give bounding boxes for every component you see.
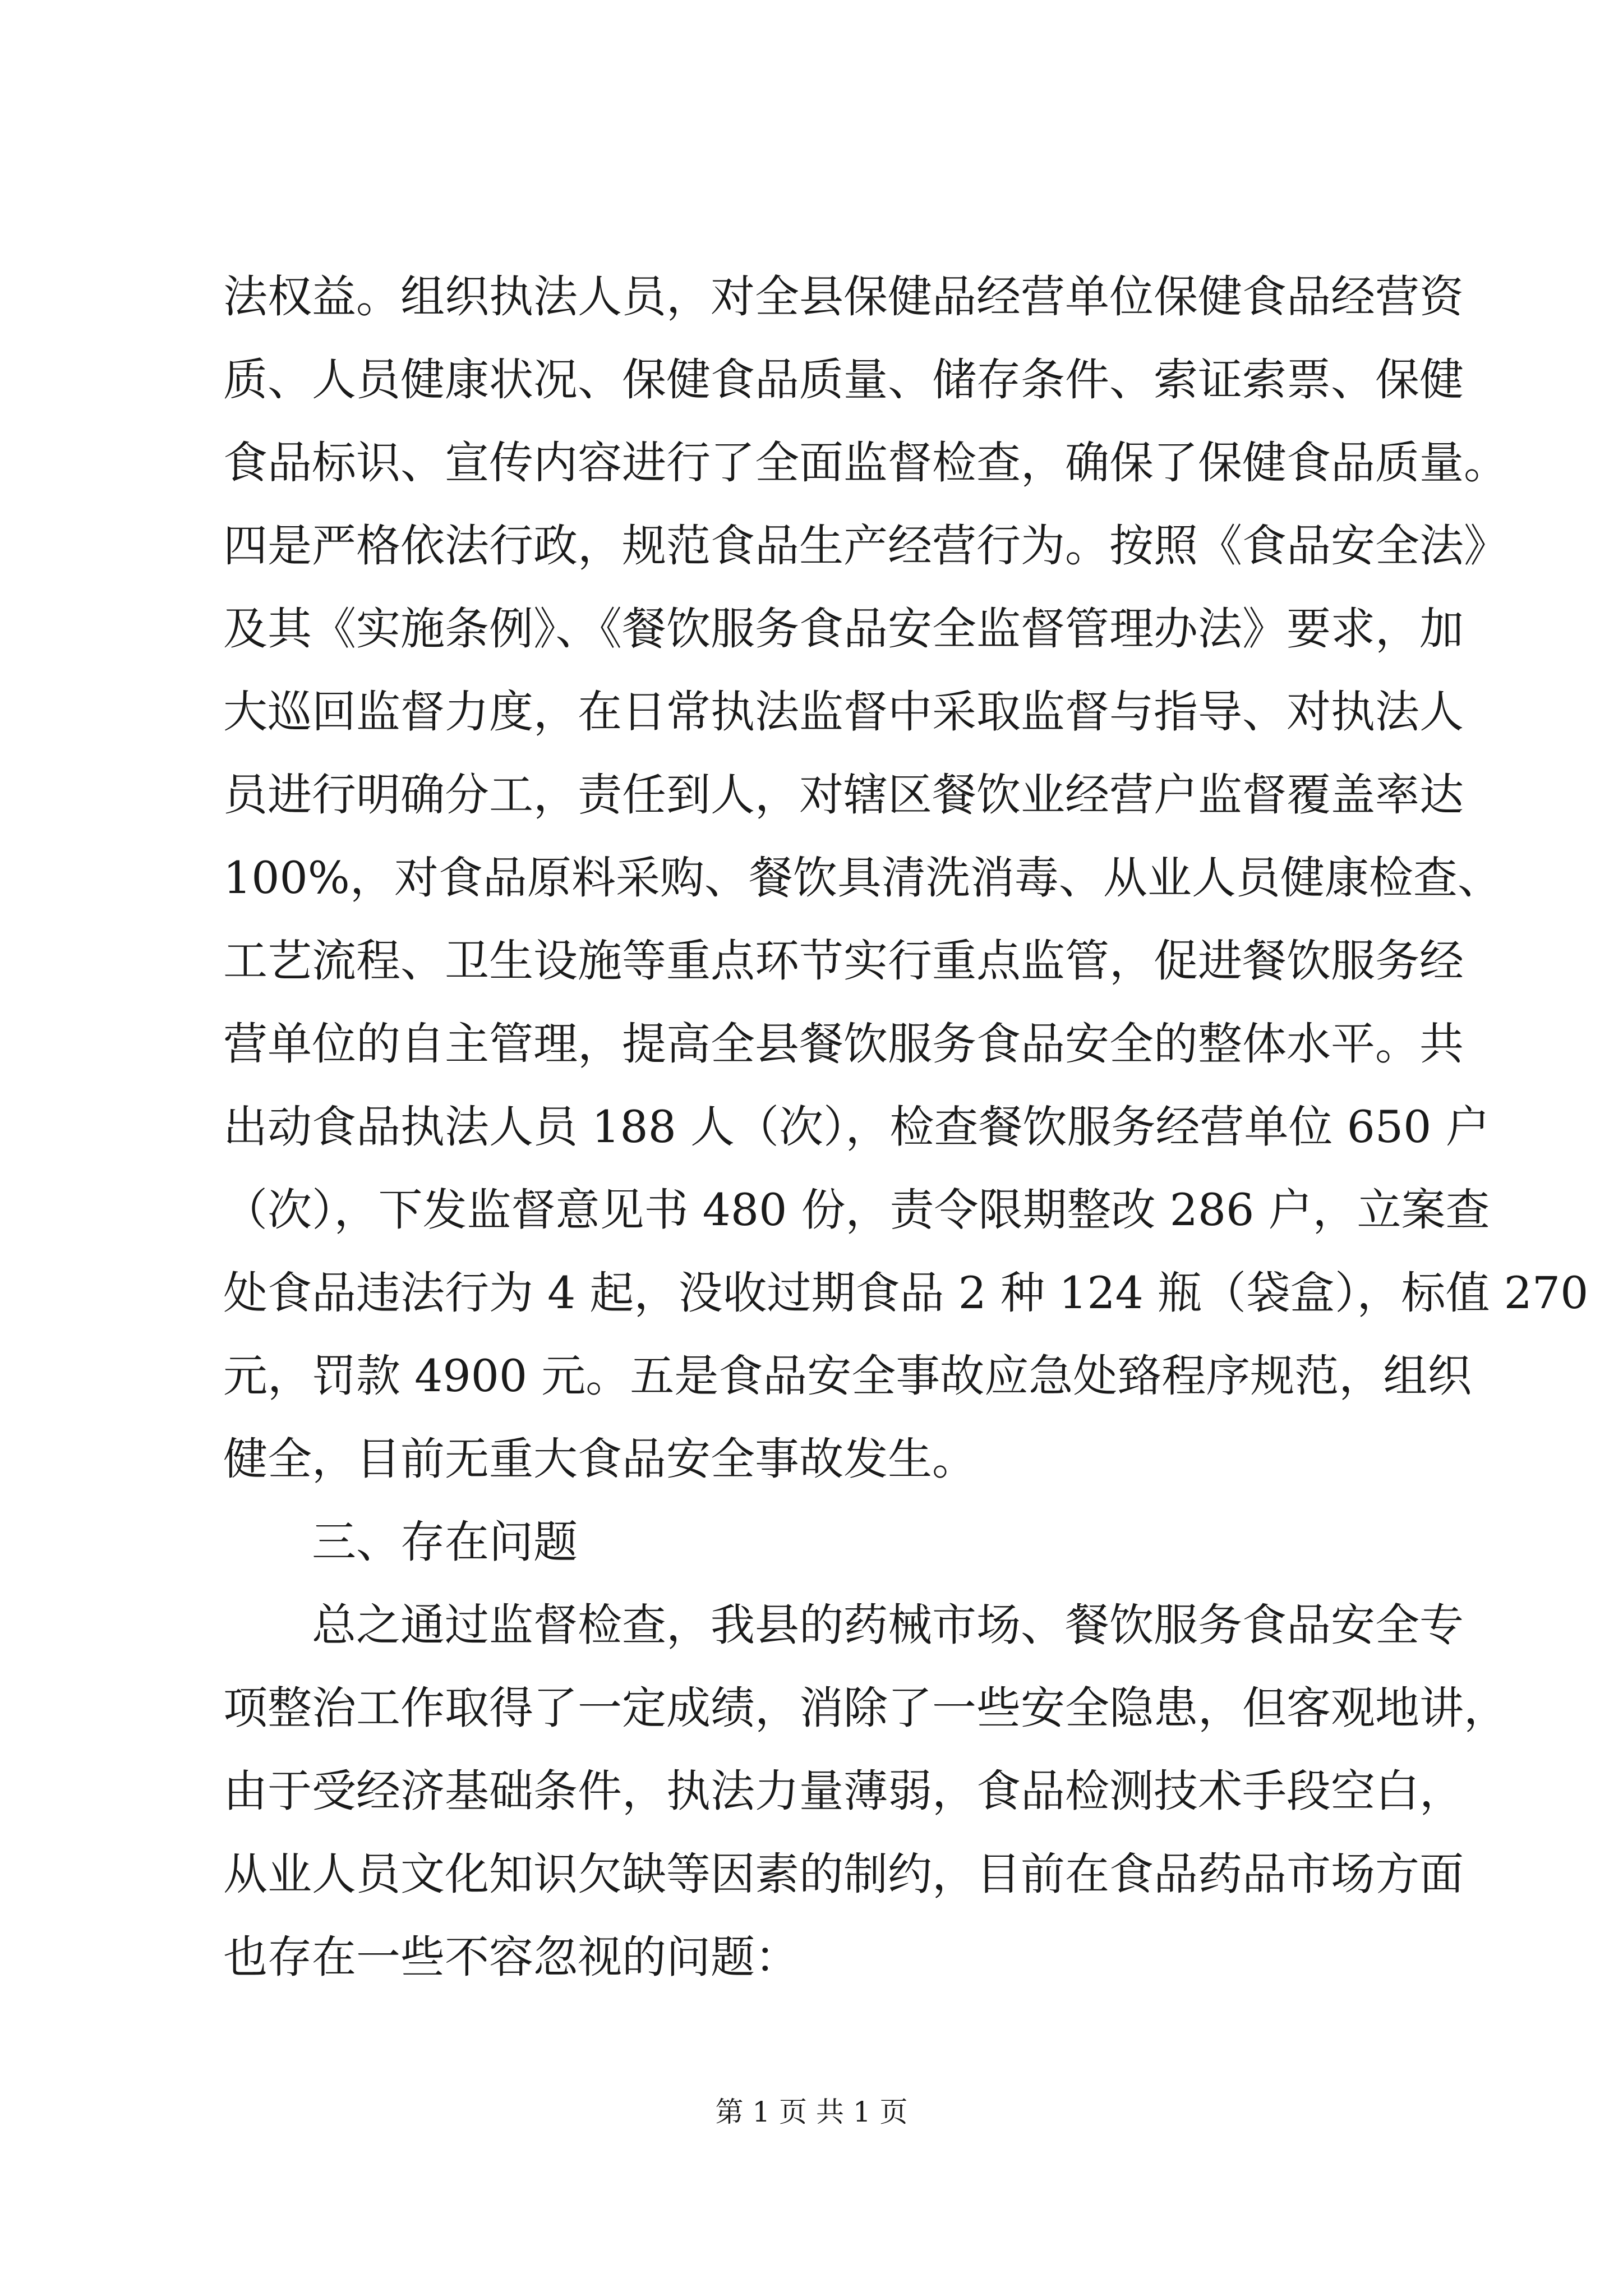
text-line-18: 项整治工作取得了一定成绩，消除了一些安全隐患，但客观地讲，: [223, 1682, 1508, 1734]
text-line-15: 健全，目前无重大食品安全事故发生。: [223, 1433, 976, 1485]
text-line-7: 员进行明确分工，责任到人，对辖区餐饮业经营户监督覆盖率达: [223, 769, 1464, 821]
section-heading: 三、存在问题: [312, 1516, 578, 1568]
text-line-10: 营单位的自主管理，提高全县餐饮服务食品安全的整体水平。共: [223, 1018, 1464, 1070]
text-line-6: 大巡回监督力度，在日常执法监督中采取监督与指导、对执法人: [223, 686, 1464, 738]
text-line-17: 总之通过监督检查，我县的药械市场、餐饮服务食品安全专: [312, 1599, 1464, 1651]
page-footer: [0, 2092, 1623, 2132]
text-line-20: 从业人员文化知识欠缺等因素的制约，目前在食品药品市场方面: [223, 1848, 1464, 1900]
text-line-21: 也存在一些不容忽视的问题：: [223, 1931, 799, 1983]
text-line-4: 四是严格依法行政，规范食品生产经营行为。按照《食品安全法》: [223, 520, 1508, 572]
page-number: 第 1 页 共 1 页: [715, 2096, 908, 2128]
text-line-12: （次），下发监督意见书 480 份，责令限期整改 286 户，立案查: [223, 1184, 1490, 1236]
text-line-3: 食品标识、宣传内容进行了全面监督检查，确保了保健食品质量。: [223, 437, 1508, 489]
text-line-2: 质、人员健康状况、保健食品质量、储存条件、索证索票、保健: [223, 354, 1464, 406]
text-line-11: 出动食品执法人员 188 人（次），检查餐饮服务经营单位 650 户: [223, 1101, 1490, 1153]
text-line-13: 处食品违法行为 4 起，没收过期食品 2 种 124 瓶（袋盒），标值 270: [223, 1267, 1589, 1319]
text-line-19: 由于受经济基础条件，执法力量薄弱，食品检测技术手段空白，: [223, 1765, 1464, 1817]
text-line-8: 100%，对食品原料采购、餐饮具清洗消毒、从业人员健康检查、: [223, 852, 1502, 904]
text-line-1: 法权益。组织执法人员，对全县保健品经营单位保健食品经营资: [223, 271, 1464, 323]
text-line-14: 元，罚款 4900 元。五是食品安全事故应急处臵程序规范，组织: [223, 1350, 1472, 1402]
text-line-9: 工艺流程、卫生设施等重点环节实行重点监管，促进餐饮服务经: [223, 935, 1464, 987]
text-line-5: 及其《实施条例》、《餐饮服务食品安全监督管理办法》要求，加: [223, 603, 1464, 655]
body-text: [223, 255, 1589, 1999]
